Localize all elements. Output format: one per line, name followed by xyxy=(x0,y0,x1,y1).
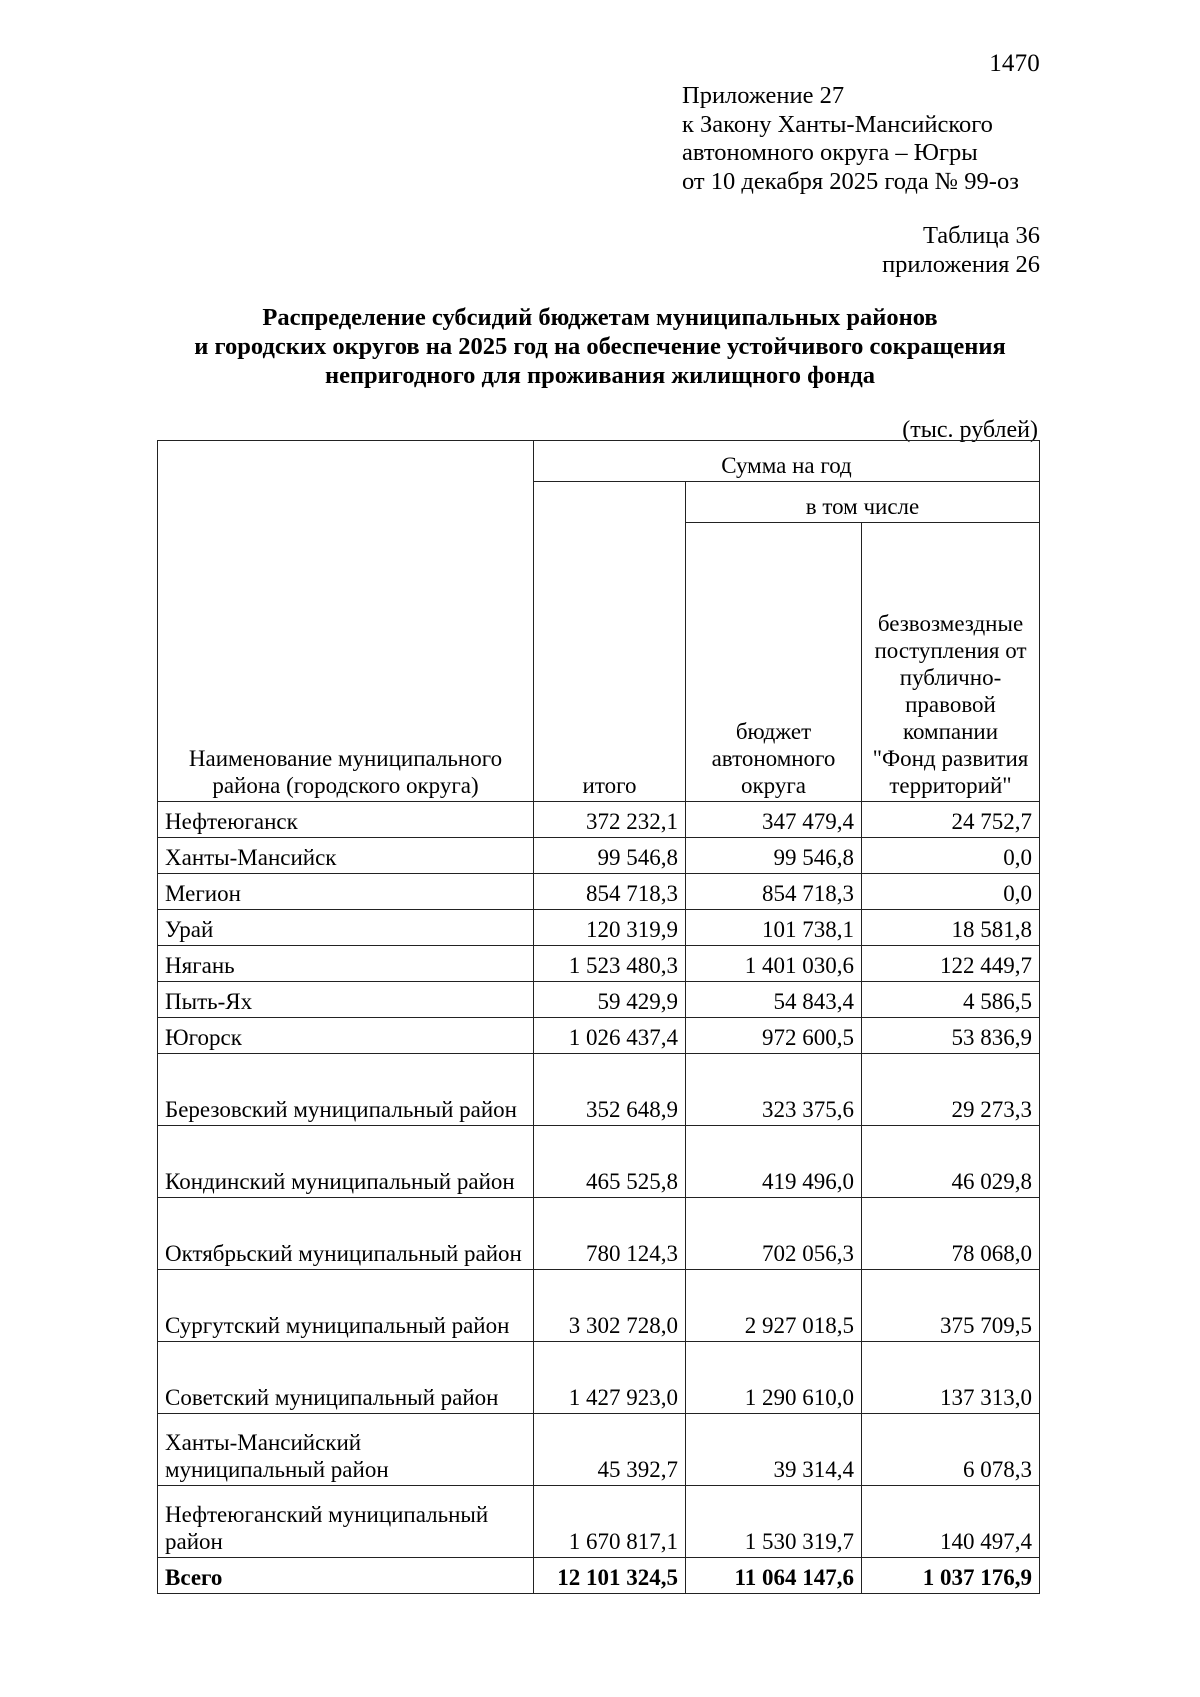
subsidy-distribution-table xyxy=(157,440,1040,1594)
cell-okrug-budget: 419 496,0 xyxy=(686,1126,862,1198)
cell-total-sum: 12 101 324,5 xyxy=(534,1558,686,1594)
column-header-sum-for-year: Сумма на год xyxy=(534,441,1040,482)
appendix-reference-line-3: автономного округа – Югры xyxy=(682,139,978,166)
appendix-reference-line-2: к Закону Ханты-Мансийского xyxy=(682,110,993,138)
column-header-okrug-budget: бюджет автономного округа xyxy=(686,523,862,802)
cell-municipality-name: Мегион xyxy=(158,874,534,910)
appendix-reference xyxy=(682,82,1019,196)
cell-okrug-budget: 101 738,1 xyxy=(686,910,862,946)
cell-total: 99 546,8 xyxy=(534,838,686,874)
cell-municipality-name: Югорск xyxy=(158,1018,534,1054)
table-row xyxy=(158,1054,1040,1126)
table-reference xyxy=(680,222,1040,279)
page-title xyxy=(150,303,1050,390)
table-row xyxy=(158,1486,1040,1558)
cell-fund-receipts: 29 273,3 xyxy=(862,1054,1040,1126)
cell-total: 59 429,9 xyxy=(534,982,686,1018)
table-reference-number: Таблица 36 xyxy=(922,222,1040,249)
appendix-reference-line-4: от 10 декабря 2025 года № 99-оз xyxy=(682,167,1019,195)
cell-okrug-budget: 1 401 030,6 xyxy=(686,946,862,982)
table-row xyxy=(158,1270,1040,1342)
cell-okrug-budget: 99 546,8 xyxy=(686,838,862,874)
column-header-fund-receipts: безвозмездные поступления от публично-правовой компании "Фонд развития территорий" xyxy=(862,523,1040,802)
units-label: (тыс. рублей) xyxy=(902,417,1038,443)
cell-total: 1 427 923,0 xyxy=(534,1342,686,1414)
page-title-line-3: непригодного для проживания жилищного фонда xyxy=(324,362,876,389)
cell-fund-receipts: 78 068,0 xyxy=(862,1198,1040,1270)
cell-total: 1 670 817,1 xyxy=(534,1486,686,1558)
cell-total: 854 718,3 xyxy=(534,874,686,910)
cell-okrug-budget: 39 314,4 xyxy=(686,1414,862,1486)
cell-total: 1 523 480,3 xyxy=(534,946,686,982)
page-number: 1470 xyxy=(989,50,1040,77)
cell-total: 120 319,9 xyxy=(534,910,686,946)
cell-total-okrug-budget: 11 064 147,6 xyxy=(686,1558,862,1594)
cell-municipality-name: Урай xyxy=(158,910,534,946)
cell-fund-receipts: 137 313,0 xyxy=(862,1342,1040,1414)
cell-okrug-budget: 1 290 610,0 xyxy=(686,1342,862,1414)
cell-okrug-budget: 323 375,6 xyxy=(686,1054,862,1126)
table-row xyxy=(158,1126,1040,1198)
table-row xyxy=(158,874,1040,910)
cell-municipality-name: Нягань xyxy=(158,946,534,982)
cell-okrug-budget: 702 056,3 xyxy=(686,1198,862,1270)
page-title-line-2: и городских округов на 2025 год на обеспечение устойчивого сокращения xyxy=(194,333,1006,360)
table-row xyxy=(158,802,1040,838)
cell-municipality-name: Октябрьский муниципальный район xyxy=(158,1198,534,1270)
cell-fund-receipts: 0,0 xyxy=(862,874,1040,910)
cell-okrug-budget: 347 479,4 xyxy=(686,802,862,838)
cell-municipality-name: Советский муниципальный район xyxy=(158,1342,534,1414)
table-row xyxy=(158,982,1040,1018)
table-row xyxy=(158,1414,1040,1486)
column-header-municipality-name: Наименование муниципального района (городского округа) xyxy=(158,441,534,802)
cell-okrug-budget: 854 718,3 xyxy=(686,874,862,910)
cell-total: 45 392,7 xyxy=(534,1414,686,1486)
table-row xyxy=(158,1198,1040,1270)
column-header-total: итого xyxy=(534,482,686,802)
cell-municipality-name: Нефтеюганск xyxy=(158,802,534,838)
column-header-including: в том числе xyxy=(686,482,1040,523)
cell-okrug-budget: 1 530 319,7 xyxy=(686,1486,862,1558)
cell-fund-receipts: 46 029,8 xyxy=(862,1126,1040,1198)
page-title-line-1: Распределение субсидий бюджетам муниципальных районов xyxy=(262,304,938,331)
cell-municipality-name: Ханты-Мансийский муниципальный район xyxy=(158,1414,534,1486)
table-reference-appendix: приложения 26 xyxy=(882,250,1040,278)
cell-municipality-name: Нефтеюганский муниципальный район xyxy=(158,1486,534,1558)
cell-fund-receipts: 24 752,7 xyxy=(862,802,1040,838)
table-row xyxy=(158,1018,1040,1054)
cell-fund-receipts: 4 586,5 xyxy=(862,982,1040,1018)
table-row xyxy=(158,838,1040,874)
cell-fund-receipts: 53 836,9 xyxy=(862,1018,1040,1054)
cell-total: 465 525,8 xyxy=(534,1126,686,1198)
cell-municipality-name: Кондинский муниципальный район xyxy=(158,1126,534,1198)
cell-municipality-name: Березовский муниципальный район xyxy=(158,1054,534,1126)
cell-total: 780 124,3 xyxy=(534,1198,686,1270)
cell-municipality-name: Сургутский муниципальный район xyxy=(158,1270,534,1342)
cell-fund-receipts: 122 449,7 xyxy=(862,946,1040,982)
table-row xyxy=(158,910,1040,946)
cell-municipality-name: Пыть-Ях xyxy=(158,982,534,1018)
cell-okrug-budget: 972 600,5 xyxy=(686,1018,862,1054)
cell-fund-receipts: 0,0 xyxy=(862,838,1040,874)
cell-municipality-name: Ханты-Мансийск xyxy=(158,838,534,874)
cell-total: 1 026 437,4 xyxy=(534,1018,686,1054)
cell-fund-receipts: 375 709,5 xyxy=(862,1270,1040,1342)
cell-total: 3 302 728,0 xyxy=(534,1270,686,1342)
cell-total: 352 648,9 xyxy=(534,1054,686,1126)
appendix-reference-line-1: Приложение 27 xyxy=(682,82,845,109)
cell-total: 372 232,1 xyxy=(534,802,686,838)
cell-total-fund-receipts: 1 037 176,9 xyxy=(862,1558,1040,1594)
table-row-total xyxy=(158,1558,1040,1594)
cell-fund-receipts: 140 497,4 xyxy=(862,1486,1040,1558)
cell-fund-receipts: 6 078,3 xyxy=(862,1414,1040,1486)
table-row xyxy=(158,1342,1040,1414)
table-row xyxy=(158,946,1040,982)
cell-fund-receipts: 18 581,8 xyxy=(862,910,1040,946)
cell-okrug-budget: 54 843,4 xyxy=(686,982,862,1018)
cell-okrug-budget: 2 927 018,5 xyxy=(686,1270,862,1342)
cell-total-label: Всего xyxy=(158,1558,534,1594)
